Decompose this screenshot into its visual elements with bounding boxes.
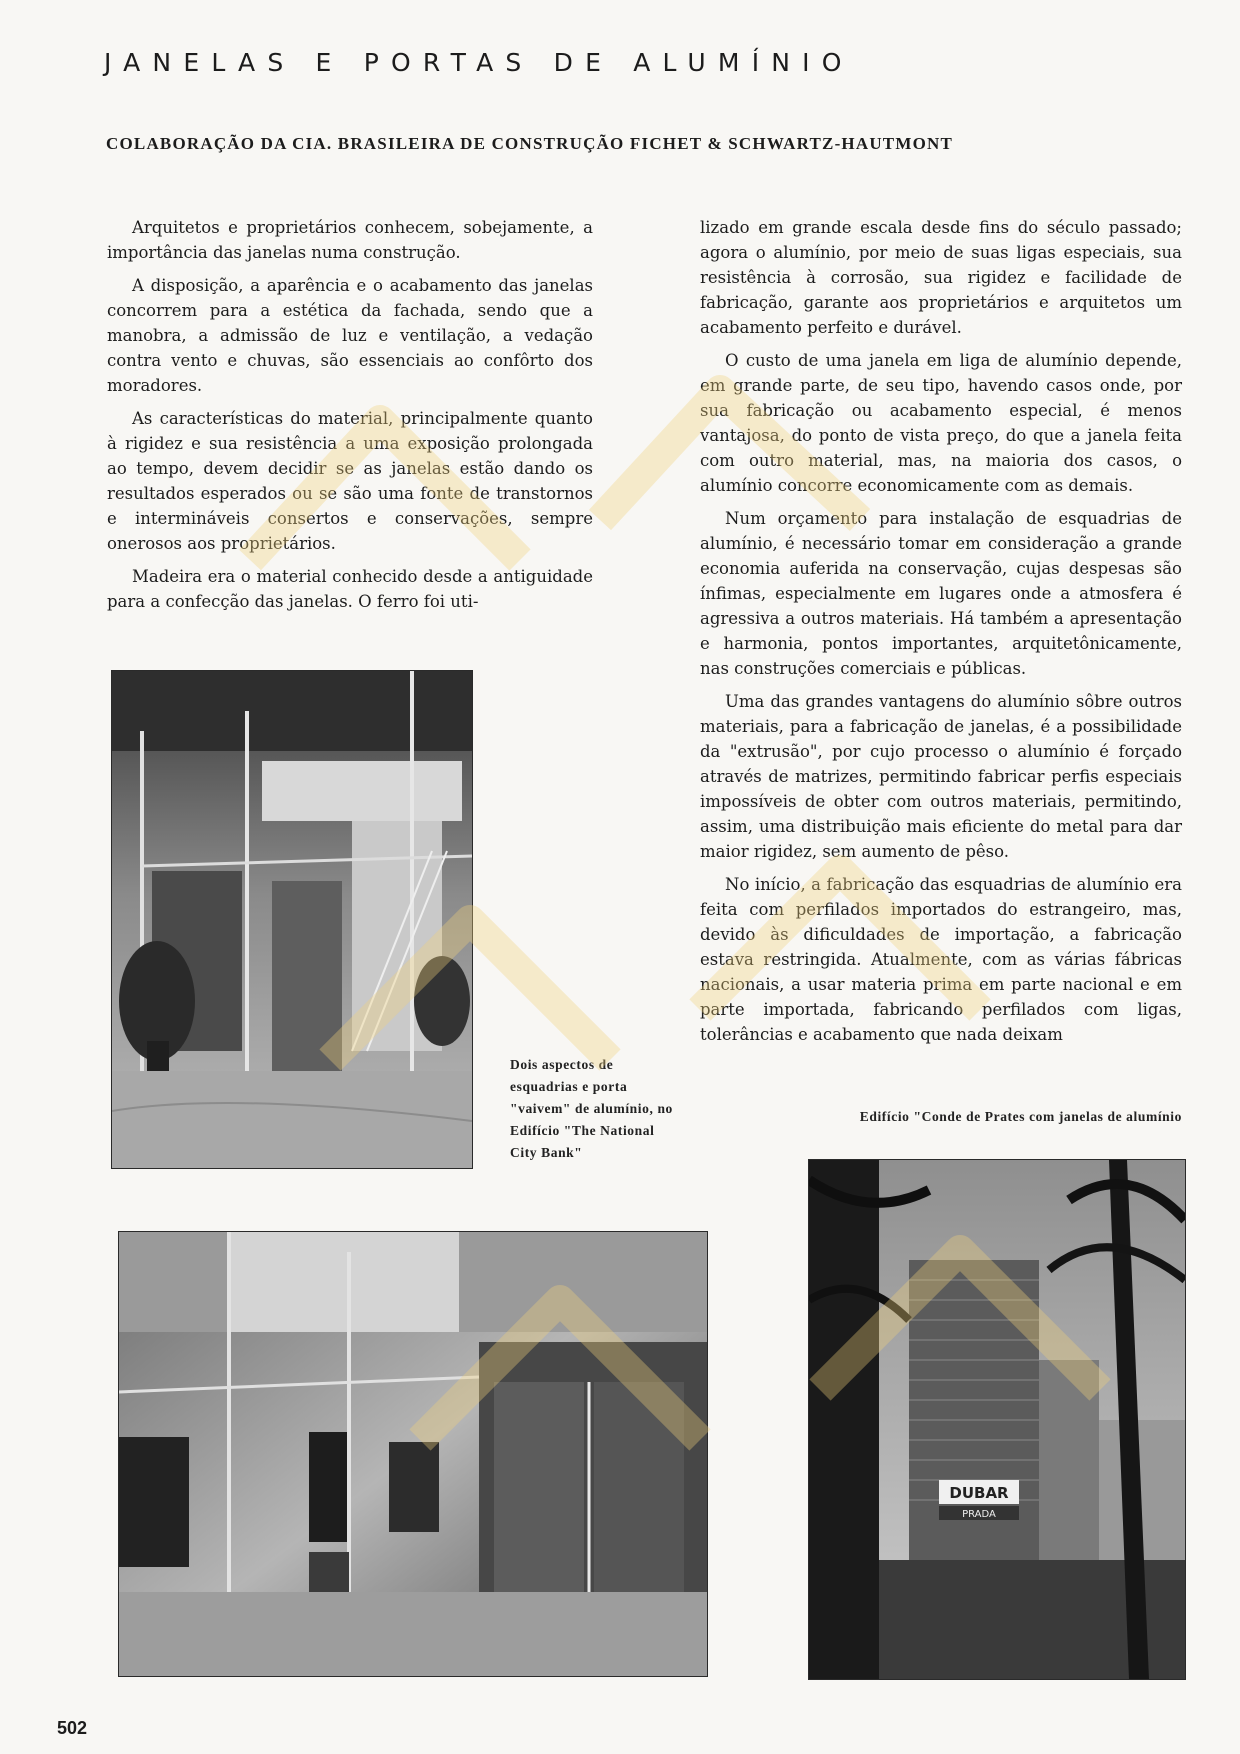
- page-number: 502: [57, 1718, 88, 1738]
- paragraph: lizado em grande escala desde fins do século passado; agora o alumínio, por meio de suas ligas especiais, sua resistência à corrosão, sua rigidez e facilidade de fabricação, garante aos proprietários e arquitetos um acabamento perfeito e durável.: [700, 218, 1182, 337]
- building-photo-caption: Edifício "Conde de Prates com janelas de alumínio: [859, 1109, 1182, 1124]
- paragraph: O custo de uma janela em liga de alumínio depende, em grande parte, de seu tipo, havendo casos onde, por sua fabricação ou acabamento especial, é menos vantajosa, do ponto de vista preço, do que a janela feita com outro material, mas, na maioria dos casos, o alumínio concorre economicamente com as demais.: [700, 351, 1182, 495]
- text-column-right: [700, 215, 1182, 1055]
- paragraph: Arquitetos e proprietários conhecem, sobejamente, a importância das janelas numa construção.: [107, 218, 593, 262]
- sign-prada: PRADA: [962, 1509, 996, 1520]
- article-subtitle: COLABORAÇÃO DA CIA. BRASILEIRA DE CONSTRUÇÃO FICHET & SCHWARTZ-HAUTMONT: [106, 134, 954, 153]
- text-column-left: [107, 215, 593, 622]
- lobby-photo: [111, 670, 473, 1169]
- paragraph: A disposição, a aparência e o acabamento das janelas concorrem para a estética da fachada, sendo que a manobra, a admissão de luz e ventilação, a vedação contra vento e chuvas, são essenciais ao confôrto dos moradores.: [107, 276, 593, 395]
- paragraph: Madeira era o material conhecido desde a antiguidade para a confecção das janelas. O ferro foi uti-: [107, 567, 593, 611]
- paragraph: Num orçamento para instalação de esquadrias de alumínio, é necessário tomar em consideração a grande economia auferida na conservação, cujas despesas são ínfimas, especialmente em lugares onde a atmosfera é agressiva a outros materiais. Há também a apresentação e harmonia, pontos importantes, arquitetônicamente, nas construções comerciais e públicas.: [700, 509, 1182, 678]
- paragraph: No início, a fabricação das esquadrias de alumínio era feita com perfilados importados do estrangeiro, mas, devido às dificuldades de importação, a fabricação estava restringida. Atualmente, com as várias fábricas nacionais, a usar materia prima em parte nacional e em parte importada, fabricando perfilados com ligas, tolerâncias e acabamento que nada deixam: [700, 875, 1182, 1044]
- building-photo: [808, 1159, 1186, 1680]
- paragraph: Uma das grandes vantagens do alumínio sôbre outros materiais, para a fabricação de janelas, é a possibilidade da "extrusão", por cujo processo o alumínio é forçado através de matrizes, permitindo fabricar perfis especiais impossíveis de obter com outros materiais, permitindo, assim, uma distribuição mais eficiente do metal para dar maior rigidez, sem aumento de pêso.: [700, 692, 1182, 861]
- lobby-photo-caption: Dois aspectos de esquadrias e porta "vaivem" de alumínio, no Edifício "The National City Bank": [510, 1057, 673, 1160]
- article-title: JANELAS E PORTAS DE ALUMÍNIO: [104, 48, 854, 77]
- paragraph: As características do material, principalmente quanto à rigidez e sua resistência a uma exposição prolongada ao tempo, devem decidir se as janelas estão dando os resultados esperados ou se são uma fonte de transtornos e intermináveis consertos e conservações, sempre onerosos aos proprietários.: [107, 409, 593, 553]
- sign-dubar: DUBAR: [949, 1484, 1009, 1502]
- interior-doors-photo: [118, 1231, 708, 1677]
